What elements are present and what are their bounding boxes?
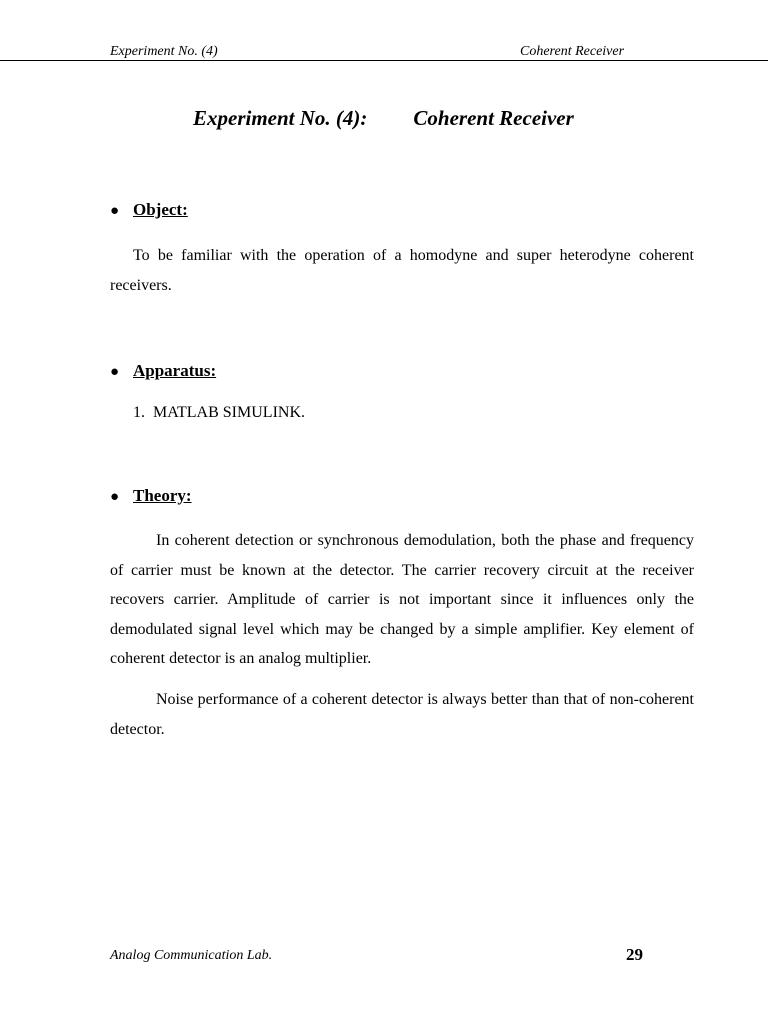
section-object-heading — [110, 200, 188, 220]
title-topic: Coherent Receiver — [413, 106, 574, 130]
bullet-icon: ● — [110, 489, 120, 505]
bullet-icon: ● — [110, 364, 120, 380]
header-topic-label: Coherent Receiver — [520, 44, 625, 59]
section-apparatus-label: Apparatus: — [133, 361, 217, 380]
theory-paragraph-2: Noise performance of a coherent detector is always better than that of non-coherent detector. — [110, 691, 694, 738]
section-object-label: Object: — [133, 200, 188, 219]
page-number: 29 — [626, 945, 643, 964]
section-apparatus-heading — [110, 361, 216, 381]
list-item-text: MATLAB SIMULINK. — [153, 404, 305, 421]
apparatus-list-item — [133, 404, 305, 422]
section-theory-label: Theory: — [133, 486, 192, 505]
header-experiment-label: Experiment No. (4) — [110, 44, 218, 59]
section-theory-heading — [110, 486, 192, 506]
header-divider — [0, 60, 768, 61]
footer-lab-name: Analog Communication Lab. — [110, 948, 273, 963]
bullet-icon: ● — [110, 203, 120, 219]
page-title — [193, 106, 574, 131]
theory-paragraph-1: In coherent detection or synchronous demodulation, both the phase and frequency of carrier must be known at the detector. The carrier recovery circuit at the receiver recovers carrier. Amplitude of carrier is not important since it influences only the demodulated signal level which may be changed by a simple amplifier. Key element of coherent detector is an analog multiplier. — [110, 532, 694, 667]
title-experiment: Experiment No. (4): — [193, 106, 368, 130]
object-paragraph: To be familiar with the operation of a homodyne and super heterodyne coherent receivers. — [110, 247, 694, 294]
list-item-number: 1. — [133, 404, 145, 421]
